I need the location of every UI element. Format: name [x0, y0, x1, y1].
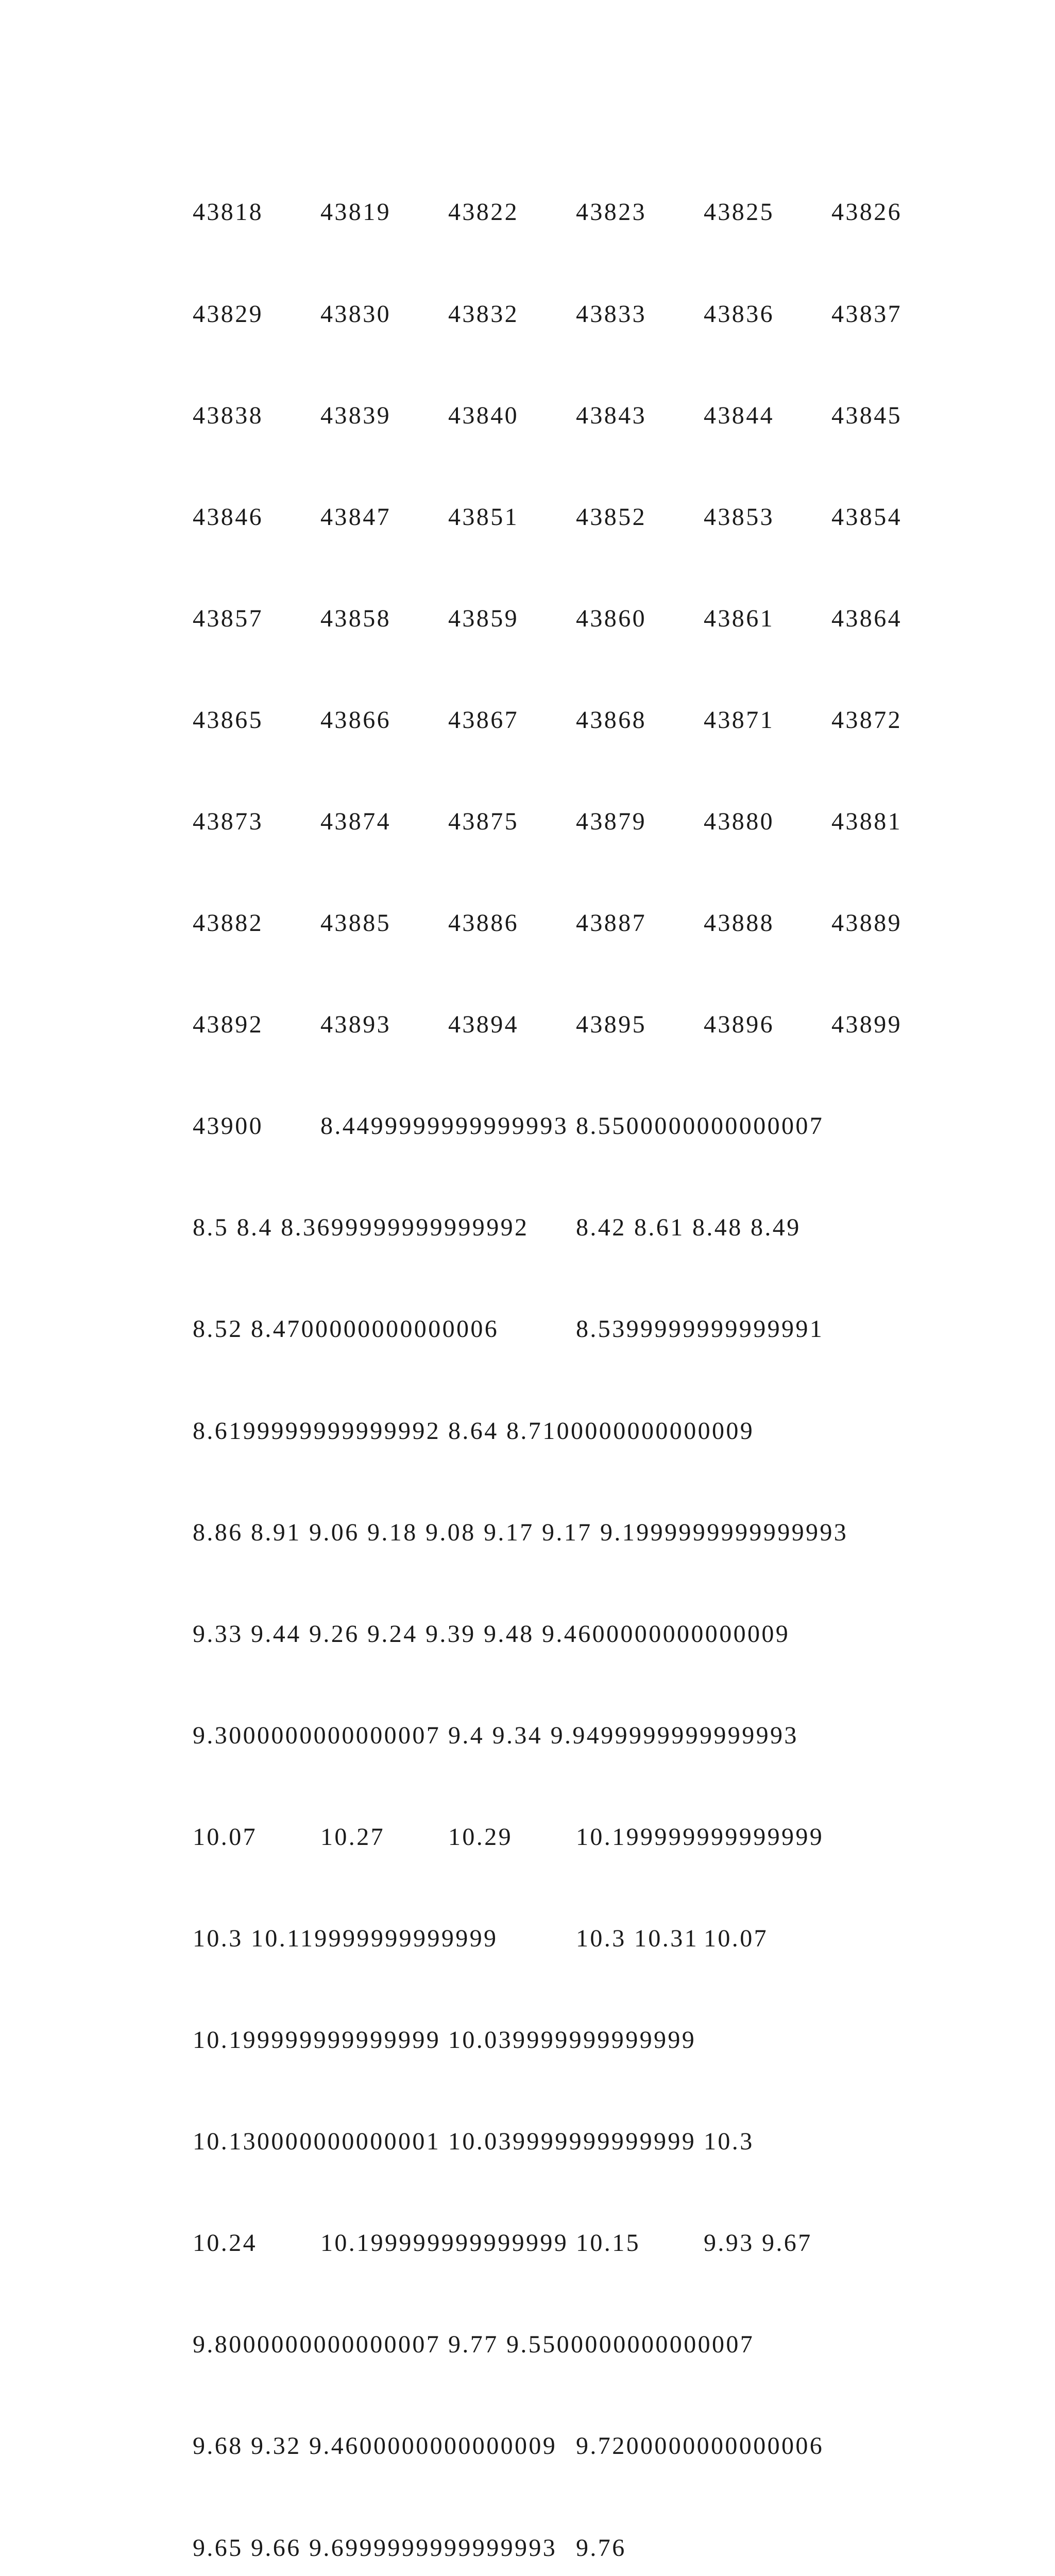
text-line: 8.86 8.91 9.06 9.18 9.08 9.17 9.17 9.1999999999999993: [193, 1518, 848, 1546]
text-line: 9.8000000000000007 9.77 9.5500000000000007: [193, 2331, 755, 2359]
text-line: 43900 8.4499999999999993 8.5500000000000007: [193, 1112, 824, 1140]
text-line: 9.33 9.44 9.26 9.24 9.39 9.48 9.4600000000000009: [193, 1620, 790, 1648]
numeric-data-text: [193, 128, 914, 2576]
text-line: 43892 43893 43894 43895 43896 43899: [193, 1011, 902, 1039]
text-line: 10.07 10.27 10.29 10.199999999999999: [193, 1823, 824, 1851]
text-line: 43818 43819 43822 43823 43825 43826: [193, 198, 902, 226]
text-line: 9.3000000000000007 9.4 9.34 9.9499999999999993: [193, 1721, 798, 1749]
text-line: 43829 43830 43832 43833 43836 43837: [193, 300, 902, 328]
text-line: 43857 43858 43859 43860 43861 43864: [193, 604, 902, 632]
text-line: 10.130000000000001 10.039999999999999 10.3: [193, 2128, 754, 2156]
text-line: 8.52 8.4700000000000006 8.5399999999999991: [193, 1315, 824, 1343]
text-line: 9.68 9.32 9.4600000000000009 9.7200000000000006: [193, 2432, 824, 2460]
text-line: 8.5 8.4 8.3699999999999992 8.42 8.61 8.48 8.49: [193, 1214, 801, 1242]
text-line: 43882 43885 43886 43887 43888 43889: [193, 909, 902, 937]
text-line: 10.199999999999999 10.039999999999999: [193, 2026, 696, 2054]
text-line: 43865 43866 43867 43868 43871 43872: [193, 706, 902, 734]
text-line: 9.65 9.66 9.6999999999999993 9.76: [193, 2534, 626, 2562]
text-line: 10.3 10.119999999999999 10.3 10.31 10.07: [193, 1925, 768, 1952]
text-line: 43846 43847 43851 43852 43853 43854: [193, 503, 902, 531]
text-line: 43873 43874 43875 43879 43880 43881: [193, 807, 902, 835]
text-line: 10.24 10.199999999999999 10.15 9.93 9.67: [193, 2229, 812, 2257]
text-line: 43838 43839 43840 43843 43844 43845: [193, 401, 902, 429]
text-line: 8.6199999999999992 8.64 8.7100000000000009: [193, 1417, 755, 1445]
